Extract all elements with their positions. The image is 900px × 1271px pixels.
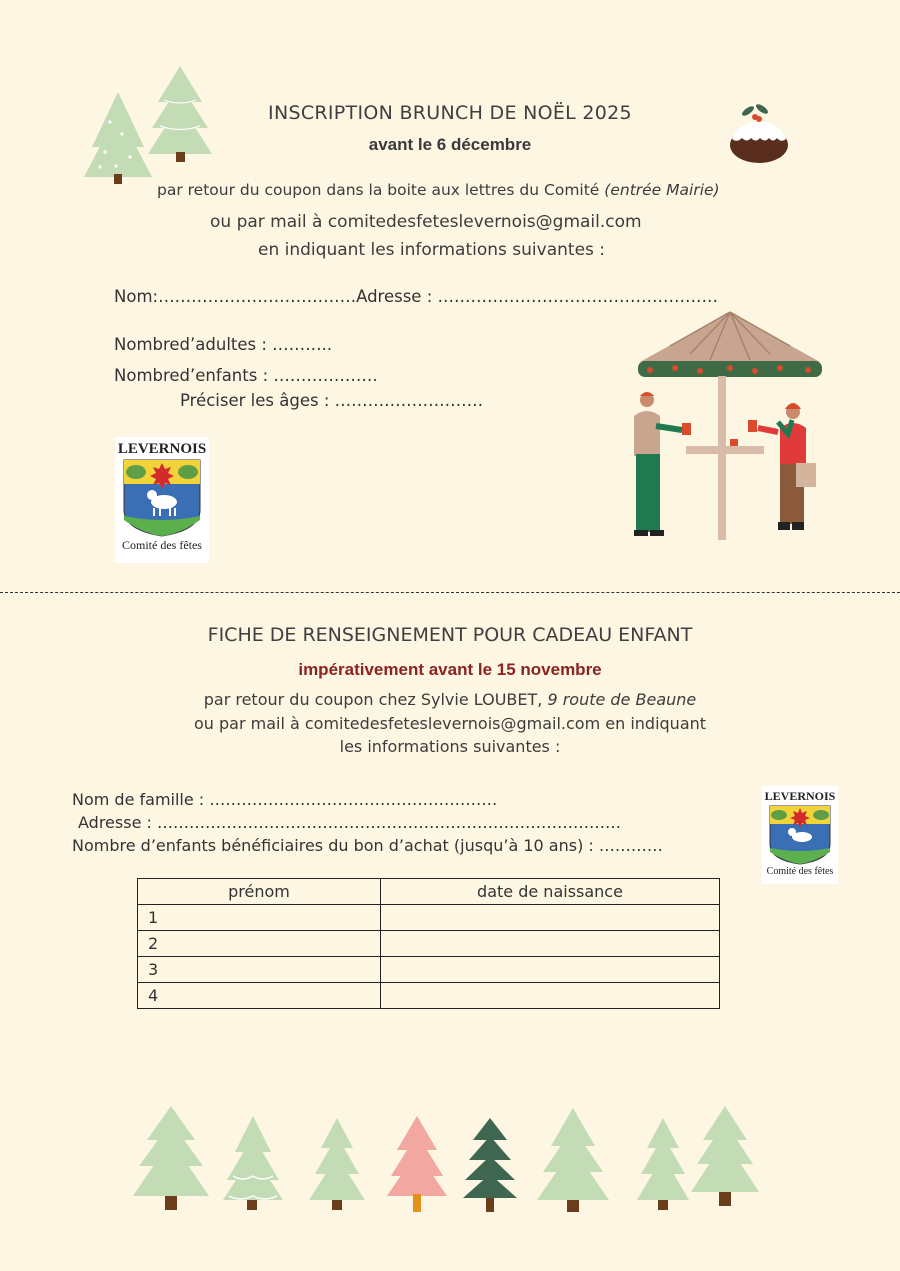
logo-footer-small: Comité des fêtes — [766, 866, 834, 877]
gift-return-line — [0, 690, 900, 709]
logo-name-small: LEVERNOIS — [764, 789, 836, 803]
table-row — [138, 905, 720, 931]
gift-title: FICHE DE RENSEIGNEMENT POUR CADEAU ENFANT — [207, 624, 693, 646]
levernois-logo-small — [762, 786, 838, 884]
table-row — [138, 931, 720, 957]
brunch-deadline: avant le 6 décembre — [368, 135, 532, 154]
header-prenom: prénom — [138, 879, 381, 905]
children-table — [137, 878, 720, 1009]
header-date-naissance: date de naissance — [381, 879, 720, 905]
coat-of-arms-icon — [120, 458, 204, 538]
enfants-field[interactable]: Nombred’enfants : ………………. — [114, 366, 378, 385]
adultes-field[interactable]: Nombred’adultes : ……….. — [114, 335, 333, 354]
brunch-title: INSCRIPTION BRUNCH DE NOËL 2025 — [268, 102, 632, 124]
famille-field[interactable]: Nom de famille : ……………………………………………… — [72, 790, 498, 809]
bottom-trees-icon — [125, 1100, 765, 1220]
coat-of-arms-small-icon — [767, 804, 833, 866]
prenom-cell[interactable]: 3 — [138, 957, 381, 983]
brunch-return-line — [157, 181, 720, 199]
christmas-trees-icon — [80, 62, 220, 187]
brunch-return-location: (entrée Mairie) — [604, 181, 720, 199]
nombre-enfants-field[interactable]: Nombre d’enfants bénéficiaires du bon d’achat (jusqu’à 10 ans) : ………… — [72, 836, 663, 855]
date-cell[interactable] — [381, 957, 720, 983]
ages-field[interactable]: Préciser les âges : ……………………… — [180, 391, 484, 410]
gift-deadline: impérativement avant le 15 novembre — [298, 660, 602, 679]
gift-return-address: 9 route de Beaune — [547, 690, 697, 709]
prenom-cell[interactable]: 2 — [138, 931, 381, 957]
nom-adresse-field[interactable]: Nom:………………………………Adresse : …………………………………………… — [114, 287, 719, 306]
table-header-row — [138, 879, 720, 905]
prenom-cell[interactable]: 1 — [138, 905, 381, 931]
brunch-email-line: ou par mail à comitedesfeteslevernois@gmail.com — [210, 212, 642, 232]
cut-line-divider — [0, 592, 900, 593]
logo-footer: Comité des fêtes — [122, 538, 202, 552]
adresse-field[interactable]: Adresse : …………………………………………………………………………… — [78, 813, 621, 832]
table-row — [138, 957, 720, 983]
logo-name: LEVERNOIS — [117, 441, 207, 457]
prenom-cell[interactable]: 4 — [138, 983, 381, 1009]
date-cell[interactable] — [381, 931, 720, 957]
brunch-info-line: en indiquant les informations suivantes : — [258, 240, 606, 260]
gift-return-text: par retour du coupon chez Sylvie LOUBET, — [203, 690, 548, 709]
levernois-logo — [115, 437, 209, 563]
date-cell[interactable] — [381, 983, 720, 1009]
gift-info-line: les informations suivantes : — [339, 737, 561, 756]
christmas-market-icon — [630, 308, 830, 550]
date-cell[interactable] — [381, 905, 720, 931]
brunch-return-text: par retour du coupon dans la boite aux lettres du Comité — [157, 181, 605, 199]
table-row — [138, 983, 720, 1009]
gift-email-line: ou par mail à comitedesfeteslevernois@gmail.com en indiquant — [193, 714, 707, 733]
